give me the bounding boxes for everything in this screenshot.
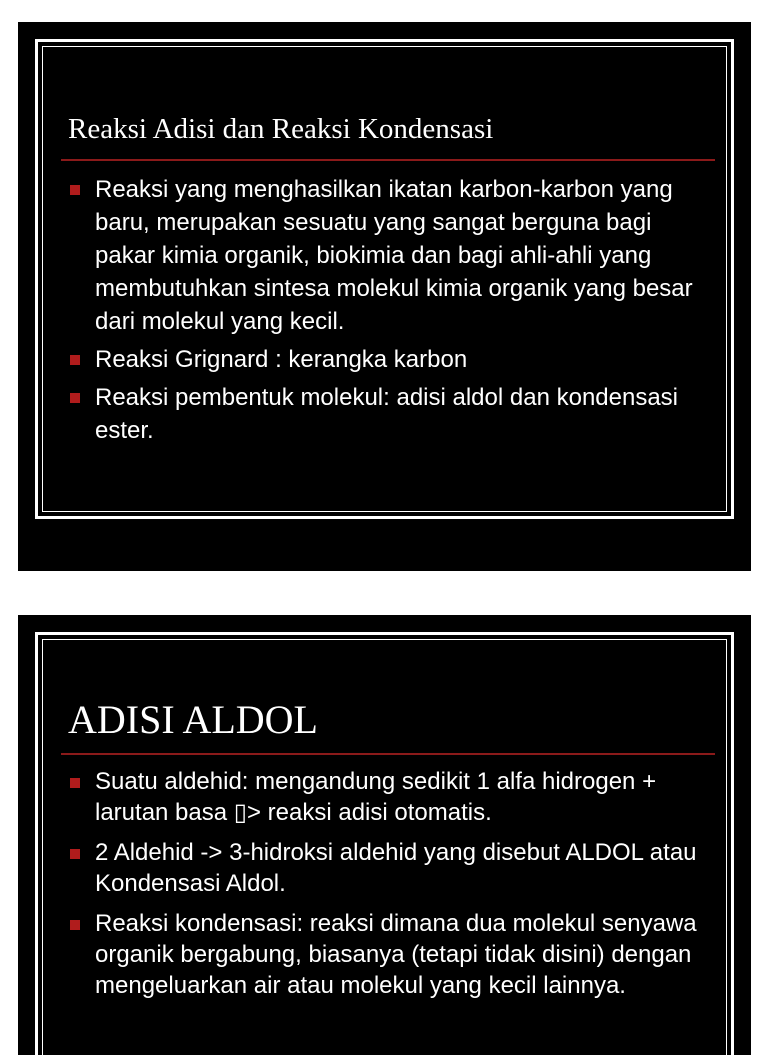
slide-2	[18, 615, 751, 1055]
bullet-list	[68, 766, 718, 1010]
bullet-text: 2 Aldehid -> 3-hidroksi aldehid yang disebut ALDOL atau Kondensasi Aldol.	[95, 839, 697, 897]
square-bullet-icon	[70, 778, 80, 788]
bullet-item	[68, 837, 718, 899]
slide-title: ADISI ALDOL	[68, 697, 318, 742]
square-bullet-icon	[70, 185, 80, 195]
square-bullet-icon	[70, 920, 80, 930]
square-bullet-icon	[70, 393, 80, 403]
bullet-item	[68, 173, 718, 338]
square-bullet-icon	[70, 355, 80, 365]
bullet-item	[68, 766, 718, 828]
bullet-list	[68, 173, 718, 452]
slide-title: Reaksi Adisi dan Reaksi Kondensasi	[68, 113, 494, 145]
bullet-item	[68, 381, 718, 447]
square-bullet-icon	[70, 849, 80, 859]
bullet-text: Suatu aldehid: mengandung sedikit 1 alfa hidrogen + larutan basa ▯> reaksi adisi otomatis.	[95, 768, 657, 826]
bullet-item	[68, 343, 718, 376]
slide-1	[18, 22, 751, 571]
bullet-text: Reaksi yang menghasilkan ikatan karbon-karbon yang baru, merupakan sesuatu yang sangat berguna bagi pakar kimia organik, biokimia dan bagi ahli-ahli yang membutuhkan sintesa molekul kimia organik yang besar dari molekul yang kecil.	[95, 176, 693, 335]
bullet-text: Reaksi kondensasi: reaksi dimana dua molekul senyawa organik bergabung, biasanya (tetapi tidak disini) dengan mengeluarkan air atau molekul yang kecil lainnya.	[95, 910, 697, 999]
title-divider	[61, 159, 715, 161]
bullet-item	[68, 908, 718, 1001]
bullet-text: Reaksi pembentuk molekul: adisi aldol dan kondensasi ester.	[95, 384, 679, 444]
title-divider	[61, 753, 715, 755]
bullet-text: Reaksi Grignard : kerangka karbon	[95, 346, 468, 373]
